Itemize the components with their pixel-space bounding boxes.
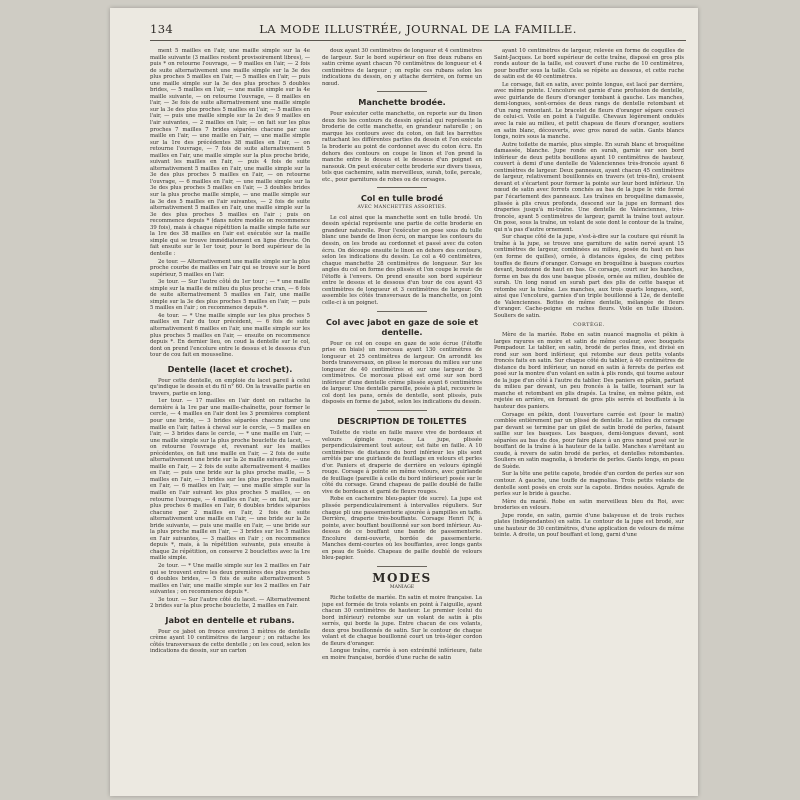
paragraph: doux ayant 30 centimètres de longueur et 4 centimètres de largeur. Sur le bord supérieur on fixe deux rubans en satin crème ayant chacun 70 centimètres de longueur et 4 centimètres de largeur ; on replie ces rubans selon les indications du dessin, on y attache derrière, on forme un nœud. — [322, 48, 482, 87]
paragraph: 2e tour. — * Une maille simple sur les 2 mailles en l'air qui se trouvent entre les deux premières des plus proches 6 doubles brides, — 5 fois de suite alternativement 5 mailles en l'air, une maille simple sur les 2 mailles en l'air suivantes ; on recommence depuis *. — [150, 563, 310, 596]
paragraph: ment 5 mailles en l'air, une maille simple sur la 4e maille suivante (3 mailles restent provisoirement libres), — puis * on retourne l'ouvrage, — 9 mailles en l'air, — 2 fois de suite alternativement une maille simple sur la 3e des plus proches 5 mailles en l'air, — 5 mailles en l'air, — puis une maille simple sur la 3e des plus proches 5 doubles brides, — 5 mailles en l'air, — une maille simple sur la 4e maille suivante, — on retourne l'ouvrage, — 8 mailles en l'air, — 3e fois de suite alternativement une maille simple sur la 3e des plus proches 5 mailles en l'air, — 5 mailles en l'air, — puis une maille simple sur la 2e des 9 mailles en l'air suivantes, — 2 mailles en l'air, — on fait sur les plus proches 7 mailles 7 brides séparées chacune par une maille en l'air, — une maille en l'air, — une maille simple sur la 1re des précédentes 38 mailles en l'air, — on retourne l'ouvrage, — 7 fois de suite alternativement 5 mailles en l'air, une maille simple sur la plus proche bride, suivant les mailles en l'air, — puis 4 fois de suite alternativement 5 mailles en l'air, une maille simple sur la 3e des plus proches 5 mailles en l'air, — on retourne l'ouvrage, — 6 mailles en l'air, — une maille simple sur la 3e des plus proches 5 mailles en l'air, — 3 doubles brides sur la plus proche maille simple, — une maille simple sur la 3e des 5 mailles en l'air suivantes, — 2 fois de suite alternativement 5 mailles en l'air, une maille simple sur la 3e des plus proches 5 mailles en l'air ; puis on recommence depuis * (dans notre modèle on recommence 39 fois), mais à chaque répétition la maille simple faite sur la 1re des 38 mailles en l'air est exécutée sur la maille simple qui se trouve immédiatement en ligne directe. On fait ensuite sur le 1er tour, pour le bord supérieur de la dentelle : — [150, 48, 310, 257]
column-3 — [494, 48, 684, 788]
section-title: MODES — [372, 570, 432, 585]
paragraph: 2e tour. — Alternativement une maille simple sur la plus proche courbe de mailles en l'air qui se trouve sur le bord supérieur, 5 mailles en l'air. — [150, 258, 310, 278]
divider — [377, 311, 427, 312]
journal-title: LA MODE ILLUSTRÉE, JOURNAL DE LA FAMILLE. — [259, 22, 577, 36]
divider — [377, 187, 427, 188]
section-heading: Dentelle (lacet et crochet). — [167, 363, 293, 374]
paragraph: Mère du marié. Robe en satin merveilleux bleu du Roi, avec broderies en velours. — [494, 498, 684, 512]
paragraph: Toilette de visite en faille mauve vive de bordeaux et velours épingle rouge. La jupe, plissée perpendiculairement tout autour, est faite en faille. A 10 centimètres de distance du bord inférieur les plis sont arrêtés par une guirlande de feuillage en velours et perles d'or. Paniers et draperie de derrière en velours épinglé rouge. Corsage à pointe en même velours, avec guirlande de feuillage (pareille à celle du bord inférieur) posée sur le côté du corsage. Grand chapeau de paille doublé de faille vive de bordeaux et garni de fleurs rouges. — [322, 429, 482, 495]
paragraph: 3e tour. — Sur l'autre côté du 1er tour ; — * une maille simple sur la maille de milieu du plus proche cran, — 6 fois de suite alternativement 5 mailles en l'air, une maille simple sur la 3e des plus proches 5 mailles en l'air, — puis 5 mailles en l'air ; on recommence depuis *. — [150, 279, 310, 312]
paragraph: Mère de la mariée. Robe en satin nuancé magnolia et pékin à larges rayures en moire et satin de même couleur, avec bouquets Pompadour. Le tablier, en satin, brodé de perles fines, est divisé en rond sur son bord inférieur, qui retombe sur deux petits volants froncés faits en satin. Sur chaque côté du tablier, à 40 centimètres de distance du bord inférieur, un nœud en satin à ferrets de perles est posé sur la montre d'un volant en satin à plis ronds, qui tourne autour de la jupe d'un côté à l'autre du tablier. Des paniers en pékin, partant du milieu par devant, un peu froncés à la taille, tournant sur la manche et retombant en plis drapés. La traîne, en même pékin, est rejetée en arrière, en formant de gros plis serrés et bouffants à la hauteur des paniers. — [494, 331, 684, 410]
divider — [377, 410, 427, 411]
divider — [377, 91, 427, 92]
paragraph: Pour cette dentelle, on emploie du lacet pareil à celui qu'indique le dessin et du fil n° 60. On la travaille partie en travers, partie en long. — [150, 377, 310, 397]
paragraph: Pour ce col on coupe en gaze de soie écrue (l'étoffe prise en biais) un morceau ayant 130 centimètres de longueur et 25 centimètres de largeur. On arrondit les bords transversaux, on plisse le morceau du milieu sur une longueur de 40 centimètres et sur une largeur de 3 centimètres. Ce morceau plissé est orné sur son bord inférieur d'une dentelle crème plissée ayant 6 centimètres de largeur. Une dentelle pareille, posée à plat, recouvre le col dont les pans, ornés de dentelle, sont plissés, puis disposés en forme de jabot, selon les indications du dessin. — [322, 340, 482, 406]
section-subheading: MANIAGE — [389, 585, 415, 591]
divider — [377, 566, 427, 567]
section-subheading: AVEC MANCHETTES ASSORTIES. — [357, 205, 447, 211]
paragraph: Corsage en pékin, dont l'ouverture carrée est (pour le matin) comblée entièrement par un plissé de dentelle. Le milieu du corsage par devant se termine par un gilet de satin brodé de perles, faisant saillie sur les basques. Les basques, demi-longues devant, sont séparées au bas du dos, pour faire place à un gros nœud posé sur le bouffant de la traîne à la hauteur de la taille. Manches s'arrêtant au coude, à revers de satin brodé de perles, et dentelles retombantes. Souliers en satin magnolia, à broderie de perles. Gants longs, en peau de Suède. — [494, 411, 684, 470]
section-heading: Col avec jabot en gaze de soie et dentelle. — [325, 316, 479, 337]
paragraph: 4e tour. — * Une maille simple sur les plus proches 5 mailles en l'air du tour précédent, — 6 fois de suite alternativement 6 mailles en l'air, une maille simple sur les plus proches 5 mailles en l'air, — ensuite on recommence depuis *. En dernier lieu, on coud la dentelle sur le col, dont on prend l'encolure entre le dessus et le dessous d'un tour de cou fait en mousseline. — [150, 312, 310, 359]
paragraph: Sur chaque côté de la jupe, s'est-à-dire sur la couture qui réunit la traîne à la jupe, se trouve une garniture de satin nervé ayant 15 centimètres de largeur, combinées au milieu, posée du haut en bas (en forme de quilles), ornée, à distances égales, de cinq petites touffes de fleurs d'oranger. Corsage en broquéline à basques courtes devant, boutonné de haut en bas. Ce corsage, court sur les hanches, forme en bas du dos une basque plissée, ornée au milieu, doublée de surah. Un long nœud en surah part des plis de cette basque et retombe sur la traîne. Les manches, aux trois quarts longues, sont, ainsi que l'encolure, garnies d'un triple bouillonné à 12e, de dentelle de Valenciennes. Bottes de même dentelle, mélangée de fleurs d'oranger. Cache-peigne en ruches fleurs. Voile en tulle illusion. Souliers de satin. — [494, 234, 684, 319]
section-heading: Jabot en dentelle et rubans. — [165, 614, 295, 625]
paragraph: Pour ce jabot on fronce environ 3 mètres de dentelle crème ayant 10 centimètres de largeur ; on rattache les côtés transversaux de cette dentelle ; on les coud, selon les indications du dessin, sur un carton — [150, 628, 310, 655]
paragraph: Le col ainsi que la manchette sont en tulle brodé. Un dessin spécial représente une partie de cette broderie en grandeur naturelle. Pour l'exécuter on pose sous du tulle blanc une bande de linon écru, on marque les contours du dessin, on les brode au cordonnet et passé avec du coton écru. On découpe ensuite le linon en dehors des contours, selon les indications du dessin. Le col a 40 centimètres, chaque manchette 28 centimètres de longueur. Sur les angles du col on forme des plissés et l'on coupe le reste de l'étoffe à l'envers. On prend ensuite son bord supérieur entre le dessus et le dessous d'un tour de cou ayant 43 centimètres de longueur et 3 centimètres de largeur. On assemble les côtés transversaux de la manchette, on joint celle-ci à un poignet. — [322, 214, 482, 306]
column-2 — [322, 48, 482, 788]
section-heading: Col en tulle brodé — [360, 193, 444, 204]
paragraph: Robe en cachemire bleu-papier (de sucre). La jupe est plissée perpendiculairement à intervalles réguliers. Sur chaque pli une passementerie ajourée à pampilles en taffe. Derrière, draperie très-bouffante. Corsage Henri IV, à pointe, avec bouffant bouillonné sur son bord inférieur. Au-dessus de ce bouffant une bande de passementerie. Encolure demi-ouverte, bordée de passementerie. Manches demi-courtes où les bouffantes, avec longs gants en peau de Suède. Chapeau de paille doublé de velours bleu-papier. — [322, 496, 482, 562]
paragraph: Jupe ronde, en satin, garnie d'une balayeuse et de trois ruches plates (indépendantes) en satin. Le contour de la jupe est brodé, sur une hauteur de 30 centimètres, d'une application de velours de même teinte. A droite, un pouf bouffant et long, garni d'une — [494, 512, 684, 539]
header-rule — [150, 40, 686, 41]
section-heading: DESCRIPTION DE TOILETTES — [337, 415, 467, 426]
paragraph: 1er tour. — 17 mailles en l'air dont on rattache la dernière à la 1re par une maille-chaînette, pour former le cercle, — 4 mailles en l'air dont les 3 premières comptent pour une bride, — 3 brides séparées chacune par une maille en l'air, faites à cheval sur le cercle, — 5 mailles en l'air, — 3 brides dans le cercle, — * une maille en l'air, — une maille simple sur la plus proche bouclette du lacet, — on retourne l'ouvrage et, revenant sur les mailles précédentes, on fait une maille en l'air, — 2 fois de suite alternativement une bride sur la 2e maille suivante, — une maille en l'air, — 2 fois de suite alternativement 4 mailles en l'air, — puis une bride sur la plus proche maille, — 5 mailles en l'air, — 3 brides sur les plus proches 5 mailles en l'air, — 6 mailles en l'air, — une maille simple sur la maille en l'air suivant les plus proches 5 mailles, — on retourne l'ouvrage, — 4 mailles en l'air, — on fait, sur les plus proches 6 mailles en l'air, 6 doubles brides séparées chacune par 2 mailles en l'air, 2 fois de suite alternativement une maille en l'air, — une bride sur la 2e bride suivante, — puis une maille en l'air, — une bride sur la plus proche maille en l'air, — 3 brides sur les 5 mailles en l'air suivantes, — 3 mailles en l'air ; on recommence depuis *, mais, à la répétition suivante, puis ensuite à chaque 2e répétition, on conserve 2 bouclettes avec la 1re maille simple. — [150, 398, 310, 562]
section-heading: Manchette brodée. — [358, 97, 446, 108]
paragraph: 3e tour. — Sur l'autre côté du lacet. — Alternativement 2 brides sur la plus proche bouclette, 2 mailles en l'air. — [150, 596, 310, 610]
paragraph: Sur la tête une petite capote, brodée d'un cordon de perles sur son contour. A gauche, une touffe de magnolias. Trois petits volants de dentelle sont posés en croix sur la capote. Brides nouées. Agrafe de perles sur le bride à gauche. — [494, 471, 684, 498]
column-1 — [150, 48, 310, 788]
paragraph: Pour exécuter cette manchette, on reporte sur du linon deux fois les contours du dessin spécial qui représente la broderie de cette manchette, en grandeur naturelle ; on marque les contours avec du coton, on fait les barrettes rattachant les différentes parties du dessin et l'on exécute la broderie au point de cordonnet avec du coton écru. En dehors des contours on coupe le linon et l'on prend la manche entre le dessus et le dessous d'un poignet en nansouk. On peut exécuter cette broderie sur divers tissus, tels que cachemire, satin merveilleux, surah, toile, percale, etc., pour garnitures de robes ou de corsages. — [322, 111, 482, 183]
page-header — [150, 22, 686, 38]
paragraph: Le corsage, fait en satin, avec pointe longue, est lacé par derrière, avec même pointe. L'encolure est garnie d'une profusion de dentelle, avec guirlande de fleurs d'oranger tombant à gauche. Les manches, demi-longues, sont-ornées de deux rangs de dentelle retombant et d'un rang remontant. Le bracelet de fleurs d'oranger sépare ceux-ci de celui-ci. Voile en point à l'aiguille. Chevaux légèrement ondulés avec la raie au milieu, et petit chapeau de fleurs d'oranger, soutiers en satin blanc, découverts, avec gros nœud de satin. Gants blancs longs, noirs sous la manche. — [494, 81, 684, 141]
page-number: 134 — [150, 22, 174, 36]
paragraph: Longue traîne, carrée à son extrémité inférieure, faite en moire française, bordée d'une ruche de satin — [322, 648, 482, 661]
page — [110, 8, 698, 796]
paragraph: Autre toilette de mariée, plus simple. En surah blanc et broquéline damassée, blanche. Jupe ronde en surah, garnie sur son bord inférieur de deux petits bouillons ayant 10 centimètres de hauteur, couvert à demi d'une dentelle de Valenciennes très-froncée ayant 6 centimètres de largeur. Deux panneaux, ayant chacun 45 centimètres de largeur, relativement bouillonnés en travers (et très-fin), croisent devant et s'écartent pour former la pointe sur leur bord inférieur. Un nœud de satin avec forrets conchés au bas de la jupe le vide formé par l'écartement des panneaux. Les traînes en broquéline damassée, plissée à plis creux profonds, descend sur la jupe en formant des draperies jusqu'à mi-traîne. Une dentelle de Valenciennes, très-froncée, ayant 5 centimètres de largeur, garnit la traîne tout autour. On pose, sous la traîne, un volant de soie dont le contour de la traîne, qui n'a pas d'autre ornement. — [494, 141, 684, 233]
paragraph: Riche toilette de mariée. En satin et moire française. La jupe est formée de trois volants en point à l'aiguille, ayant chacun 30 centimètres de hauteur. Le premier (celui du bord inférieur) retombe sur un volant de satin à plis serrés, qui borde la jupe. Entre chacun de ces volants, deux gros bouillonnés de satin. Sur le contour de chaque volant et de chaque bouillonné court un très-léger cordon de fleurs d'oranger. — [322, 595, 482, 647]
section-subheading: CORTÈGE. — [573, 322, 605, 329]
paragraph: ayant 10 centimètres de largeur, relevée en forme de coquilles de Saint-Jacques. Le bord supérieur de cette traîne, disposé en gros plis ronds autour de la taille, est couvert d'une ruche de 10 centimètres, pour bouffer sous la taille. Cela se répète au dessous, et cette ruche de satin est de 40 centimètres. — [494, 48, 684, 81]
